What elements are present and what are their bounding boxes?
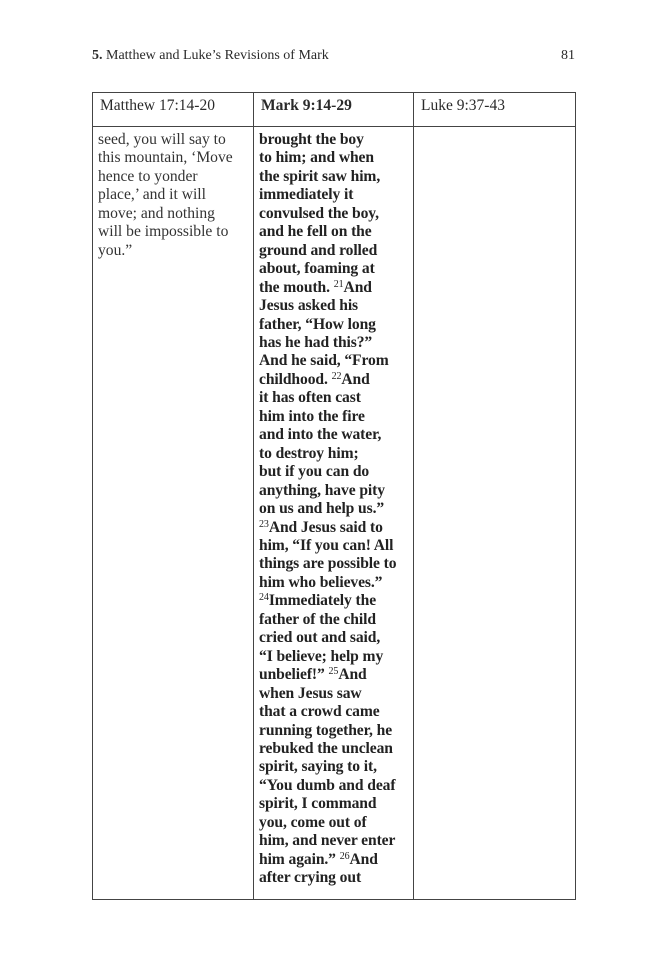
text-line — [259, 316, 408, 334]
mark-cell — [254, 127, 414, 900]
line-text: And Jesus said to — [268, 518, 383, 536]
text-line — [259, 629, 408, 647]
text-line — [259, 371, 408, 389]
line-text: things are possible to — [259, 555, 397, 573]
line-text: on us and help us.” — [259, 500, 385, 518]
line-text: and into the water, — [259, 426, 382, 444]
text-line — [259, 666, 408, 684]
line-text: him again.” — [259, 850, 340, 868]
verse-number: 23 — [259, 518, 269, 530]
line-text: spirit, I command — [259, 795, 377, 813]
line-text: “I believe; help my — [259, 647, 384, 665]
column-header-matthew: Matthew 17:14-20 — [93, 93, 254, 127]
line-text: anything, have pity — [259, 481, 385, 499]
text-line: seed, you will say to — [98, 131, 226, 148]
line-text: Immediately the — [268, 592, 377, 610]
page-number: 81 — [561, 48, 575, 63]
luke-text — [414, 127, 575, 131]
text-line — [259, 334, 408, 352]
line-text: when Jesus saw — [259, 684, 362, 702]
text-line — [259, 722, 408, 740]
text-line — [259, 777, 408, 795]
text-line — [259, 869, 408, 887]
text-line — [259, 389, 408, 407]
text-line — [259, 832, 408, 850]
line-text: childhood. — [259, 370, 332, 388]
column-header-mark: Mark 9:14-29 — [254, 93, 414, 127]
text-line — [259, 703, 408, 721]
line-text: it has often cast — [259, 389, 361, 407]
line-text: spirit, saying to it, — [259, 758, 377, 776]
line-text: convulsed the boy, — [259, 204, 379, 222]
line-text: you, come out of — [259, 813, 367, 831]
text-line — [259, 242, 408, 260]
line-text: Jesus asked his — [259, 297, 359, 315]
line-text: rebuked the unclean — [259, 739, 393, 757]
chapter-title: Matthew and Luke’s Revisions of Mark — [106, 48, 329, 63]
line-text: that a crowd came — [259, 703, 380, 721]
text-line: you.” — [98, 241, 133, 259]
text-line: hence to yonder — [98, 167, 198, 185]
table-body-row — [93, 127, 576, 900]
line-text: him who believes.” — [259, 573, 383, 591]
verse-number: 21 — [333, 278, 344, 290]
text-line — [259, 149, 408, 167]
text-line: will be impossible to — [98, 223, 229, 241]
text-line — [259, 795, 408, 813]
text-line — [259, 851, 408, 869]
text-line — [259, 426, 408, 444]
text-line — [259, 648, 408, 666]
text-line — [259, 574, 408, 592]
line-text: brought the boy — [259, 131, 364, 148]
line-text: And — [341, 370, 370, 388]
synopsis-table — [92, 92, 576, 900]
text-line — [259, 685, 408, 703]
line-text: him into the fire — [259, 407, 365, 425]
line-text: about, foaming at — [259, 260, 375, 278]
text-line — [259, 519, 408, 537]
verse-number: 26 — [339, 850, 350, 862]
text-line — [259, 445, 408, 463]
line-text: immediately it — [259, 186, 354, 204]
text-line — [259, 592, 408, 610]
text-line — [259, 279, 408, 297]
text-line: this mountain, ‘Move — [98, 149, 233, 167]
mark-text — [254, 127, 413, 888]
text-line — [259, 131, 408, 149]
running-head — [92, 46, 576, 66]
line-text: but if you can do — [259, 463, 370, 481]
line-text: unbelief!” — [259, 666, 329, 684]
text-line — [259, 482, 408, 500]
line-text: him, and never enter — [259, 832, 396, 850]
line-text: to him; and when — [259, 149, 374, 167]
matthew-text — [93, 127, 253, 260]
text-line — [259, 555, 408, 573]
line-text: And — [343, 278, 372, 296]
line-text: And he said, “From — [259, 352, 389, 370]
line-text: And — [338, 666, 367, 684]
text-line — [259, 740, 408, 758]
line-text: after crying out — [259, 869, 362, 887]
text-line — [259, 186, 408, 204]
verse-number: 24 — [259, 592, 269, 604]
chapter-number: 5. — [92, 48, 103, 63]
text-line — [259, 352, 408, 370]
table-header-row — [93, 93, 576, 127]
text-line — [259, 205, 408, 223]
text-line — [259, 537, 408, 555]
line-text: And — [349, 850, 378, 868]
verse-number: 22 — [331, 370, 342, 382]
luke-cell — [414, 127, 576, 900]
text-line: move; and nothing — [98, 204, 215, 222]
text-line — [259, 611, 408, 629]
text-line — [259, 260, 408, 278]
matthew-cell — [93, 127, 254, 900]
chapter-heading — [92, 46, 329, 66]
line-text: ground and rolled — [259, 241, 378, 259]
line-text: “You dumb and deaf — [259, 776, 396, 794]
line-text: cried out and said, — [259, 629, 381, 647]
line-text: him, “If you can! All — [259, 536, 394, 554]
text-line — [259, 168, 408, 186]
text-line — [259, 463, 408, 481]
column-header-luke: Luke 9:37-43 — [414, 93, 576, 127]
line-text: has he had this?” — [259, 333, 373, 351]
text-line — [259, 223, 408, 241]
line-text: and he fell on the — [259, 223, 372, 241]
line-text: father of the child — [259, 610, 376, 628]
text-line — [259, 814, 408, 832]
line-text: running together, he — [259, 721, 393, 739]
text-line — [259, 408, 408, 426]
line-text: to destroy him; — [259, 444, 359, 462]
line-text: the spirit saw him, — [259, 167, 381, 185]
text-line — [259, 758, 408, 776]
text-line — [259, 297, 408, 315]
line-text: the mouth. — [259, 278, 334, 296]
text-line: place,’ and it will — [98, 186, 206, 204]
line-text: father, “How long — [259, 315, 376, 333]
text-line — [259, 500, 408, 518]
verse-number: 25 — [328, 666, 339, 678]
